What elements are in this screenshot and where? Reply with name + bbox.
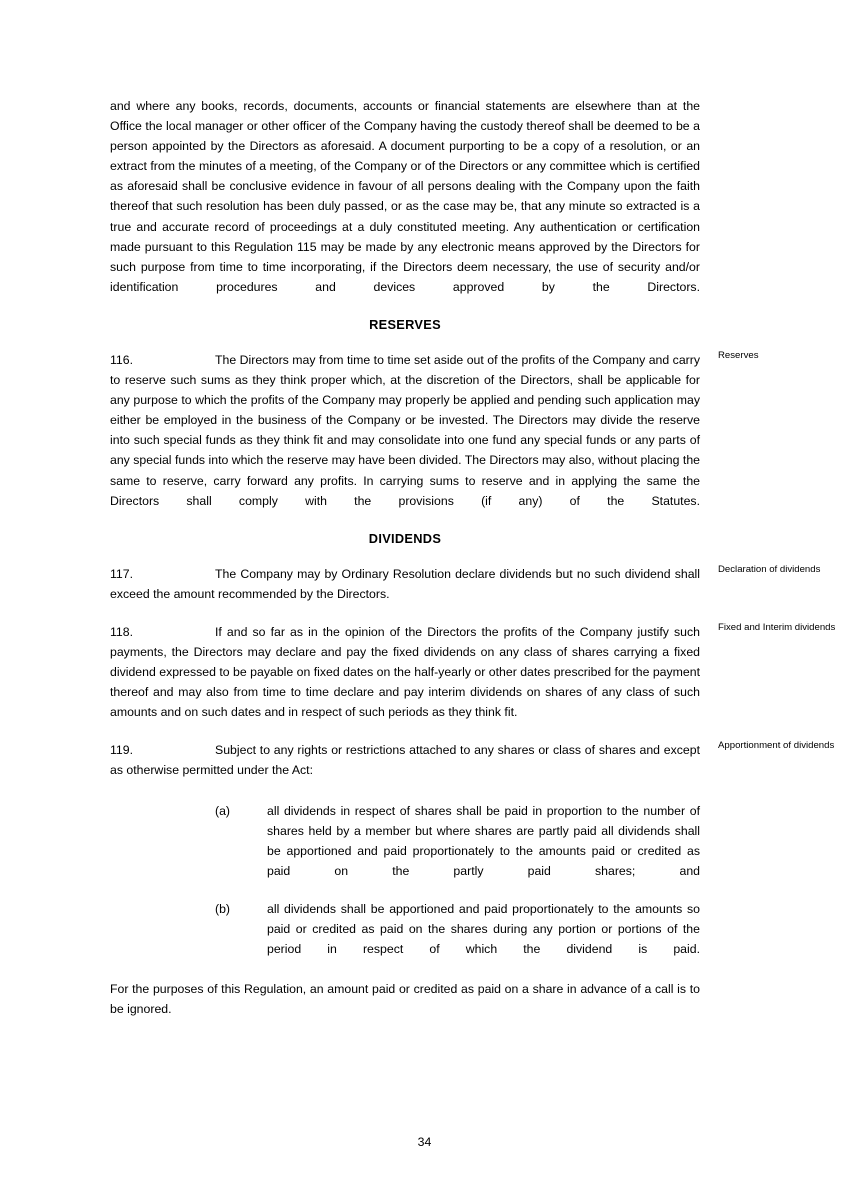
clause-118-body xyxy=(110,622,700,722)
intro-paragraph: and where any books, records, documents, accounts or financial statements are elsewhere than at the Office the local manager or other officer of the Company having the custody thereof shall be deemed to be a person appointed by the Directors as aforesaid. A document purporting to be a copy of a resolution, or an extract from the minutes of a meeting, of the Company or of the Directors or any committee which is certified as aforesaid shall be conclusive evidence in favour of all persons dealing with the Company upon the faith thereof that such resolution has been duly passed, or as the case may be, that any minute so extracted is a true and accurate record of proceedings at a duly constituted meeting. Any authentication or certification made pursuant to this Regulation 115 may be made by any electronic means approved by the Directors for such purpose from time to time incorporating, if the Directors deem necessary, the use of security and/or identification procedures and devices approved by the Directors. xyxy=(110,99,700,294)
closing-paragraph: For the purposes of this Regulation, an amount paid or credited as paid on a share in advance of a call is to be ignored. xyxy=(110,982,700,1017)
clause-118-text: If and so far as in the opinion of the Directors the profits of the Company justify such payments, the Directors may declare and pay the fixed dividends on any class of shares carrying a fixed dividend expressed to be payable on fixed dates on the half-yearly or other dates prescribed for the payment thereof and may also from time to time declare and pay interim dividends on shares of any class of such amounts and on such dates and in respect of such periods as they think fit. xyxy=(110,624,700,720)
sub-clause-b-text: all dividends shall be apportioned and paid proportionately to the amounts so paid or credited as paid on the shares during any portion or portions of the period in respect of which the dividend is paid. xyxy=(267,901,700,957)
sub-clause-a-text: all dividends in respect of shares shall be paid in proportion to the number of shares held by a member but where shares are partly paid all dividends shall be apportioned and paid proportionately to the amounts paid or credited as paid on the partly paid shares; and xyxy=(267,803,700,878)
spacer xyxy=(110,511,700,531)
clause-117 xyxy=(110,563,821,604)
marginal-note-fixed-and-interim-dividends: Fixed and Interim dividends xyxy=(718,621,836,633)
clause-117-text: The Company may by Ordinary Resolution declare dividends but no such dividend shall exceed the amount recommended by the Directors. xyxy=(110,566,700,601)
marginal-note-reserves: Reserves xyxy=(718,349,759,361)
clause-118-number: 118. xyxy=(110,624,134,639)
section-heading-dividends: DIVIDENDS xyxy=(368,530,442,546)
section-heading-reserves: RESERVES xyxy=(369,316,441,332)
clause-117-body xyxy=(110,564,700,604)
page-content xyxy=(110,96,836,1019)
clause-116-number: 116. xyxy=(110,352,134,367)
page-number: 34 xyxy=(417,1135,432,1149)
sub-clause-a xyxy=(215,801,700,881)
clause-117-number: 117. xyxy=(110,566,134,581)
spacer xyxy=(110,332,700,350)
clause-118 xyxy=(110,621,836,722)
clause-119-number: 119. xyxy=(110,743,134,758)
spacer xyxy=(110,297,700,317)
sub-clause-list xyxy=(110,801,700,960)
clause-116-body xyxy=(110,350,700,511)
spacer xyxy=(110,604,700,622)
spacer xyxy=(110,722,700,740)
clause-116 xyxy=(110,349,759,511)
sub-clause-a-label: (a) xyxy=(215,803,231,818)
clause-116-text: The Directors may from time to time set aside out of the profits of the Company and carry to reserve such sums as they think proper which, at the discretion of the Directors, shall be applicable for any purpose to which the profits of the Company may properly be applied and pending such application may either be employed in the business of the Company or be invested. The Directors may divide the reserve into such special funds as they think fit and may consolidate into one fund any special funds or any parts of any special funds into which the reserve may have been divided. The Directors may also, without placing the same to reserve, carry forward any profits. In carrying sums to reserve and in applying the same the Directors shall comply with the provisions (if any) of the Statutes. xyxy=(110,352,700,508)
spacer xyxy=(110,959,700,979)
sub-clause-b-label: (b) xyxy=(215,901,231,916)
clause-119 xyxy=(110,740,835,780)
clause-119-text: Subject to any rights or restrictions attached to any shares or class of shares and except as otherwise permitted under the Act: xyxy=(110,743,700,778)
spacer xyxy=(110,546,700,564)
sub-clause-b xyxy=(215,899,700,959)
spacer xyxy=(110,781,700,801)
marginal-note-apportionment-of-dividends: Apportionment of dividends xyxy=(718,740,835,752)
clause-119-body xyxy=(110,740,700,780)
marginal-note-declaration-of-dividends: Declaration of dividends xyxy=(718,563,821,575)
